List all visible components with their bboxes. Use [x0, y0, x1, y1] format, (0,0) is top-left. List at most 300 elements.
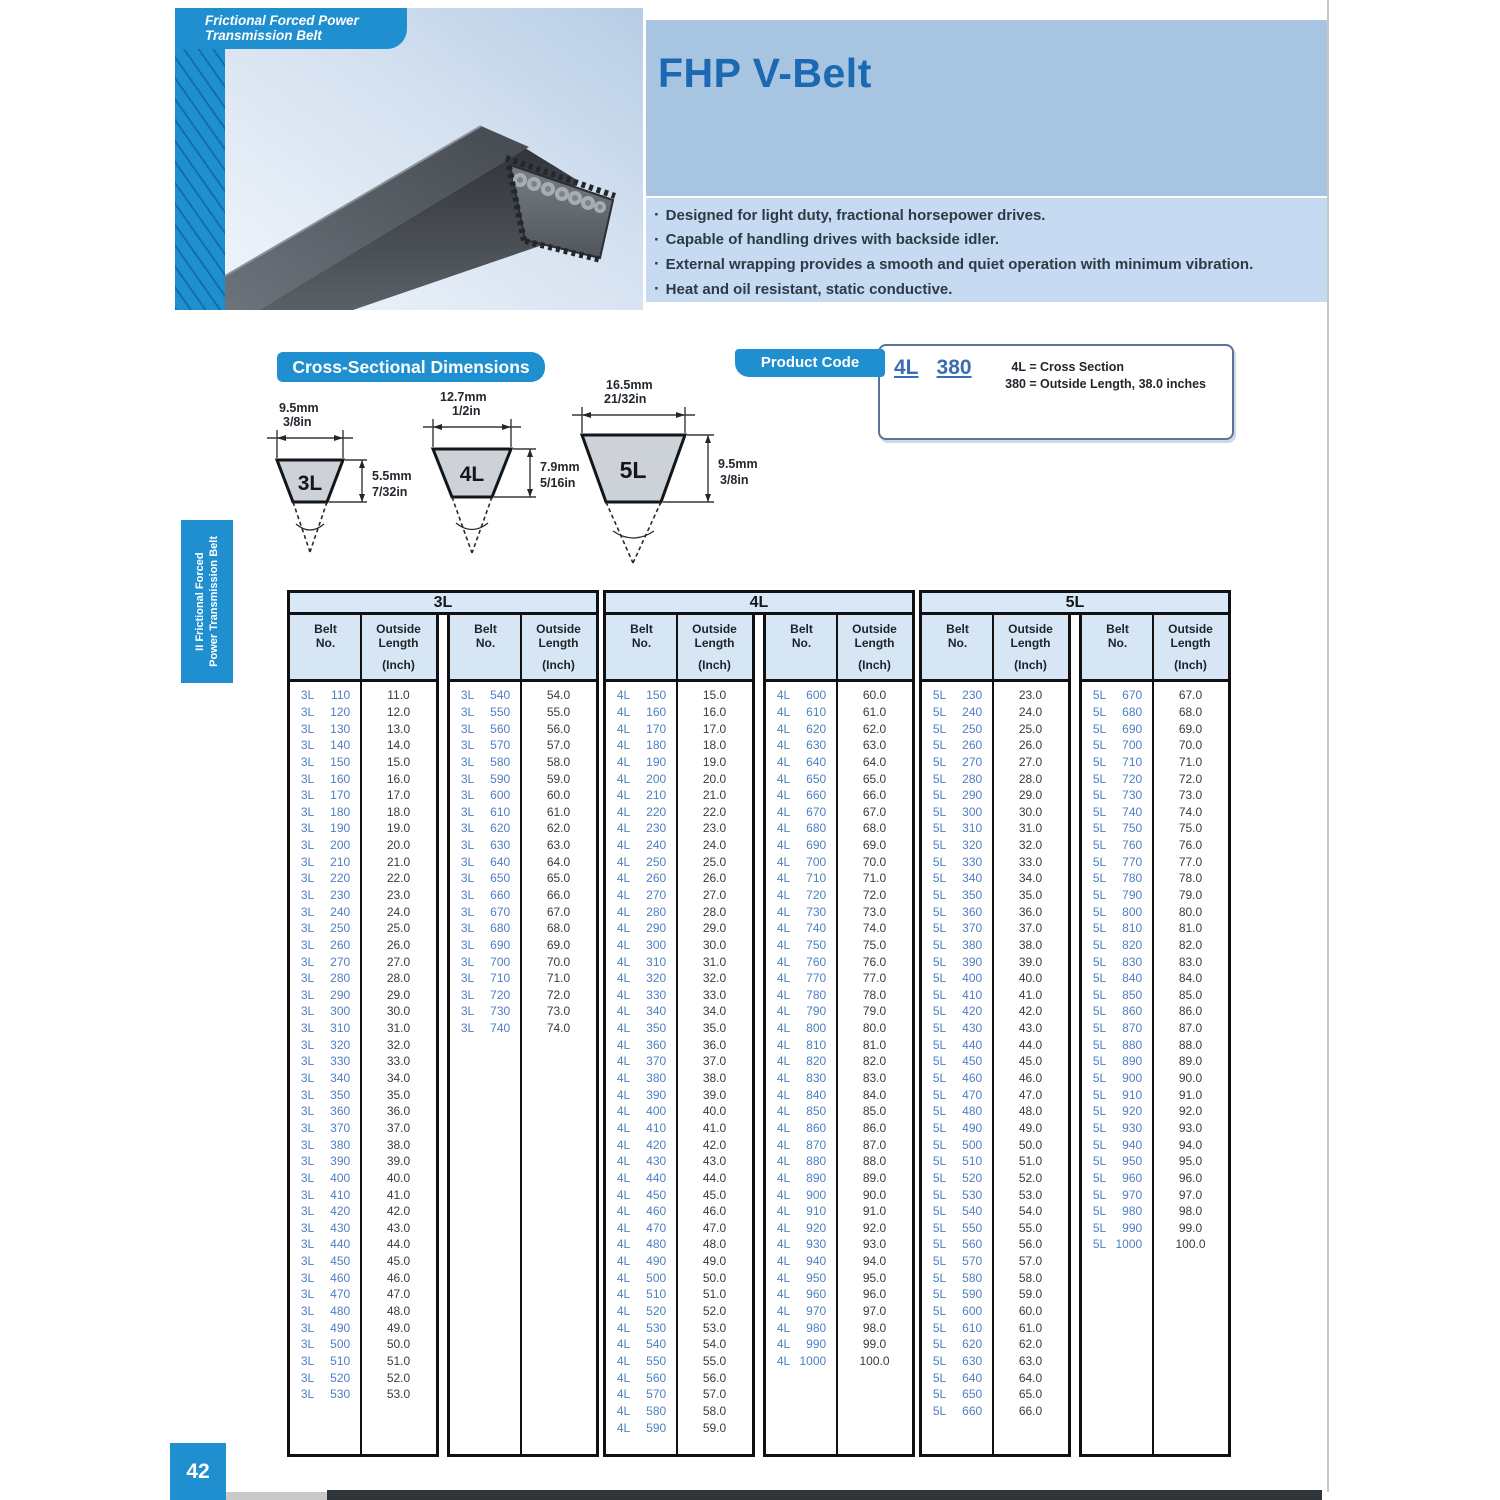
belt-no-cell: 5L 730 [1092, 788, 1143, 803]
table-row [922, 937, 1068, 954]
length-cell: 80.0 [1178, 904, 1203, 919]
table-row [450, 803, 596, 820]
table-row [290, 1303, 436, 1320]
length-cell: 84.0 [1178, 971, 1203, 986]
bullet-icon: · [654, 254, 660, 274]
belt-no-header [606, 615, 677, 679]
belt-no-cell: 5L 630 [932, 1353, 983, 1368]
legend-row [996, 360, 1206, 374]
length-cell: 73.0 [862, 904, 887, 919]
belt-no-cell: 3L 620 [460, 821, 511, 836]
table-row [1082, 987, 1228, 1004]
table-row [290, 953, 436, 970]
feature-item [654, 203, 1327, 228]
belt-no-cell: 4L 390 [616, 1087, 667, 1102]
length-cell: 92.0 [1178, 1104, 1203, 1119]
footer-dark-bar [327, 1490, 1322, 1500]
table-row [1082, 704, 1228, 721]
header-line: No. [315, 635, 336, 650]
table-row [922, 1403, 1068, 1420]
length-cell: 88.0 [862, 1154, 887, 1169]
table-row [766, 1136, 912, 1153]
belt-no-cell: 4L 650 [776, 771, 827, 786]
feature-text: Heat and oil resistant, static conductive. [665, 280, 953, 298]
table-row [1082, 803, 1228, 820]
length-cell: 28.0 [1018, 771, 1043, 786]
length-cell: 79.0 [862, 1004, 887, 1019]
length-cell: 42.0 [702, 1137, 727, 1152]
belt-no-cell: 5L 330 [932, 854, 983, 869]
header-line: Belt [630, 622, 653, 636]
belt-no-cell: 3L 510 [300, 1353, 351, 1368]
table-row [606, 1186, 752, 1203]
belt-no-cell: 3L 230 [300, 888, 351, 902]
length-cell: 11.0 [387, 688, 410, 703]
length-cell: 67.0 [862, 804, 887, 819]
length-cell: 27.0 [386, 954, 411, 969]
table-section-4l [603, 590, 915, 1457]
length-cell: 13.0 [386, 721, 411, 736]
header-line: Outside [1168, 622, 1213, 636]
belt-no-cell: 4L 660 [776, 788, 827, 803]
belt-subtable [287, 612, 439, 1457]
table-row [1082, 853, 1228, 870]
length-cell: 51.0 [386, 1353, 411, 1368]
length-cell: 27.0 [1018, 754, 1043, 769]
table-row [606, 1170, 752, 1187]
belt-subtable [603, 612, 755, 1457]
length-cell: 56.0 [702, 1370, 727, 1385]
belt-no-cell: 4L 780 [776, 987, 827, 1002]
belt-no-cell: 4L 600 [776, 688, 827, 703]
length-cell: 59.0 [702, 1420, 727, 1435]
belt-no-cell: 4L 490 [616, 1254, 667, 1269]
belt-no-cell: 5L 710 [1092, 754, 1143, 769]
belt-no-cell: 3L 640 [460, 854, 511, 869]
table-row [606, 1120, 752, 1137]
belt-subtable [447, 612, 599, 1457]
belt-no-cell: 4L 210 [616, 788, 667, 803]
length-cell: 24.0 [1018, 704, 1043, 719]
table-row [290, 754, 436, 771]
length-cell: 83.0 [1178, 954, 1203, 969]
length-cell: 15.0 [702, 688, 727, 703]
column-divider [836, 615, 838, 1454]
table-row [290, 837, 436, 854]
belt-no-cell: 3L 280 [300, 971, 351, 986]
table-row [450, 704, 596, 721]
belt-no-cell: 3L 730 [460, 1004, 511, 1019]
belt-no-cell: 4L 930 [776, 1237, 827, 1252]
length-cell: 98.0 [1178, 1204, 1203, 1219]
length-cell: 38.0 [1018, 937, 1043, 952]
belt-no-cell: 3L 490 [300, 1320, 351, 1335]
table-row [922, 770, 1068, 787]
cross-section-diagram-5l [568, 373, 773, 585]
belt-no-cell: 5L 610 [932, 1320, 983, 1335]
table-row [606, 887, 752, 904]
belt-rows [766, 682, 912, 1369]
belt-rows [290, 682, 436, 1403]
table-row [922, 1020, 1068, 1037]
header-line: Length [854, 635, 895, 650]
table-row [290, 1220, 436, 1237]
column-divider [676, 615, 678, 1454]
table-row [922, 1386, 1068, 1403]
belt-no-cell: 4L 460 [616, 1204, 667, 1219]
table-row [922, 1336, 1068, 1353]
belt-no-cell: 3L 470 [300, 1287, 351, 1302]
table-row [922, 1319, 1068, 1336]
column-divider [360, 615, 362, 1454]
table-row [766, 870, 912, 887]
length-cell: 59.0 [1018, 1287, 1043, 1302]
length-cell: 37.0 [386, 1120, 411, 1135]
outside-length-header [1153, 615, 1228, 679]
belt-no-cell: 5L 1000 [1092, 1237, 1143, 1252]
belt-no-cell: 3L 550 [460, 704, 511, 719]
length-cell: 18.0 [702, 738, 727, 753]
table-row [922, 720, 1068, 737]
length-cell: 32.0 [1018, 838, 1043, 853]
belt-no-cell: 3L 710 [460, 971, 511, 986]
belt-no-cell: 3L 520 [300, 1370, 351, 1385]
belt-no-cell: 3L 180 [300, 804, 351, 819]
belt-no-cell: 4L 910 [776, 1204, 827, 1219]
belt-no-cell: 3L 370 [300, 1120, 351, 1135]
belt-no-cell: 4L 380 [616, 1071, 667, 1086]
table-row [922, 1286, 1068, 1303]
belt-no-cell: 4L 330 [616, 987, 667, 1002]
width-label-mm: 9.5mm [279, 401, 319, 415]
length-cell: 34.0 [1018, 871, 1043, 886]
belt-no-cell: 4L 710 [776, 871, 827, 886]
belt-no-cell: 5L 230 [932, 688, 983, 703]
length-cell: 46.0 [702, 1204, 727, 1219]
length-cell: 22.0 [702, 804, 727, 819]
table-row [290, 1103, 436, 1120]
length-cell: 44.0 [386, 1237, 411, 1252]
length-cell: 86.0 [862, 1120, 887, 1135]
length-cell: 26.0 [1018, 738, 1043, 753]
length-cell: 26.0 [702, 871, 727, 886]
length-cell: 85.0 [862, 1104, 887, 1119]
length-cell: 34.0 [386, 1071, 411, 1086]
table-row [922, 1070, 1068, 1087]
unit-label: (Inch) [1174, 658, 1207, 672]
length-cell: 62.0 [546, 821, 571, 836]
length-cell: 57.0 [702, 1387, 727, 1402]
table-row [922, 1269, 1068, 1286]
table-row [290, 1353, 436, 1370]
cross-section-diagram-4l [412, 383, 592, 581]
table-row [922, 1303, 1068, 1320]
table-row [1082, 887, 1228, 904]
belt-no-cell: 3L 140 [300, 738, 351, 753]
length-cell: 41.0 [1018, 987, 1043, 1002]
table-row [606, 704, 752, 721]
side-tab-line2: Power Transmission Belt [208, 536, 220, 667]
length-cell: 87.0 [862, 1137, 887, 1152]
length-cell: 68.0 [1178, 704, 1203, 719]
belt-no-cell: 5L 810 [1092, 921, 1143, 936]
length-cell: 25.0 [1018, 721, 1043, 736]
table-row [766, 1186, 912, 1203]
length-cell: 61.0 [546, 804, 571, 819]
table-row [922, 1086, 1068, 1103]
length-cell: 23.0 [702, 821, 727, 836]
length-cell: 46.0 [386, 1270, 411, 1285]
belt-no-cell: 5L 770 [1092, 854, 1143, 869]
belt-no-cell: 4L 810 [776, 1037, 827, 1052]
width-label-mm: 16.5mm [606, 378, 653, 392]
belt-no-cell: 4L 250 [616, 854, 667, 869]
length-cell: 52.0 [386, 1370, 411, 1385]
length-cell: 27.0 [702, 888, 727, 902]
table-row [922, 1120, 1068, 1137]
belt-no-header [922, 615, 993, 679]
belt-no-cell: 5L 640 [932, 1370, 983, 1385]
table-row [1082, 1220, 1228, 1237]
belt-no-cell: 3L 480 [300, 1304, 351, 1319]
unit-label: (Inch) [382, 658, 415, 672]
belt-no-cell: 4L 900 [776, 1187, 827, 1202]
length-cell: 48.0 [702, 1237, 727, 1252]
table-row [606, 1419, 752, 1436]
table-row [922, 1220, 1068, 1237]
side-tab-line1: II Frictional Forced [194, 552, 206, 651]
table-row [1082, 1170, 1228, 1187]
belt-no-cell: 5L 750 [1092, 821, 1143, 836]
table-row [922, 803, 1068, 820]
length-cell: 25.0 [386, 921, 411, 936]
length-cell: 43.0 [702, 1154, 727, 1169]
belt-no-cell: 5L 550 [932, 1220, 983, 1235]
belt-no-cell: 5L 850 [1092, 987, 1143, 1002]
page-edge-line [1327, 0, 1329, 1492]
table-row [606, 1353, 752, 1370]
table-row [1082, 1120, 1228, 1137]
belt-no-cell: 5L 690 [1092, 721, 1143, 736]
table-row [290, 937, 436, 954]
table-row [1082, 920, 1228, 937]
table-row [1082, 770, 1228, 787]
table-row [290, 1269, 436, 1286]
belt-no-cell: 5L 620 [932, 1337, 983, 1352]
length-cell: 90.0 [1178, 1071, 1203, 1086]
belt-no-cell: 4L 530 [616, 1320, 667, 1335]
belt-no-cell: 5L 520 [932, 1170, 983, 1185]
table-row [606, 1336, 752, 1353]
table-row [1082, 820, 1228, 837]
v-belt-photo [225, 8, 643, 310]
length-cell: 41.0 [386, 1187, 411, 1202]
header-line: No. [1107, 635, 1128, 650]
length-cell: 67.0 [546, 904, 571, 919]
table-row [766, 1036, 912, 1053]
belt-no-cell: 4L 820 [776, 1054, 827, 1069]
unit-label: (Inch) [858, 658, 891, 672]
belt-no-header [290, 615, 361, 679]
length-cell: 36.0 [386, 1104, 411, 1119]
page-title: FHP V-Belt [658, 50, 872, 96]
belt-no-cell: 4L 240 [616, 838, 667, 853]
table-row [606, 1369, 752, 1386]
table-row [766, 1020, 912, 1037]
legend-row [996, 377, 1206, 391]
table-row [922, 1153, 1068, 1170]
belt-no-cell: 5L 780 [1092, 871, 1143, 886]
header-line: Outside [852, 622, 897, 636]
table-row [450, 770, 596, 787]
belt-no-cell: 5L 760 [1092, 838, 1143, 853]
cross-section-diagram-3l [255, 392, 425, 577]
belt-subtable [1079, 612, 1231, 1457]
table-row [766, 1086, 912, 1103]
table-row [1082, 970, 1228, 987]
bullet-icon: · [654, 205, 660, 225]
length-cell: 80.0 [862, 1021, 887, 1036]
length-cell: 28.0 [702, 904, 727, 919]
length-cell: 45.0 [1018, 1054, 1043, 1069]
length-cell: 78.0 [1178, 871, 1203, 886]
length-cell: 44.0 [1018, 1037, 1043, 1052]
belt-no-cell: 5L 920 [1092, 1104, 1143, 1119]
table-row [766, 803, 912, 820]
length-cell: 91.0 [862, 1204, 887, 1219]
table-row [922, 953, 1068, 970]
table-row [606, 1203, 752, 1220]
table-row [922, 1236, 1068, 1253]
table-row [766, 920, 912, 937]
belt-no-cell: 4L 1000 [776, 1353, 827, 1368]
table-row [606, 853, 752, 870]
table-row [922, 1170, 1068, 1187]
belt-no-cell: 5L 300 [932, 804, 983, 819]
length-cell: 59.0 [546, 771, 571, 786]
length-cell: 68.0 [862, 821, 887, 836]
length-cell: 70.0 [1178, 738, 1203, 753]
table-row [922, 687, 1068, 704]
belt-rows [450, 682, 596, 1036]
table-row [922, 920, 1068, 937]
length-cell: 58.0 [1018, 1270, 1043, 1285]
belt-no-cell: 3L 170 [300, 788, 351, 803]
legend-key: 4L [1011, 360, 1026, 374]
length-cell: 70.0 [546, 954, 571, 969]
profile-label: 4L [459, 463, 485, 486]
table-row [922, 1003, 1068, 1020]
table-row [450, 987, 596, 1004]
length-cell: 26.0 [386, 937, 411, 952]
length-cell: 55.0 [702, 1353, 727, 1368]
length-cell: 29.0 [1018, 788, 1043, 803]
table-row [1082, 754, 1228, 771]
table-row [606, 920, 752, 937]
belt-no-cell: 3L 360 [300, 1104, 351, 1119]
section-columns [287, 612, 599, 1457]
belt-no-cell: 4L 230 [616, 821, 667, 836]
belt-no-cell: 3L 390 [300, 1154, 351, 1169]
belt-no-cell: 5L 930 [1092, 1120, 1143, 1135]
length-cell: 50.0 [702, 1270, 727, 1285]
belt-no-cell: 5L 800 [1092, 904, 1143, 919]
length-cell: 45.0 [702, 1187, 727, 1202]
table-row [1082, 1103, 1228, 1120]
table-row [922, 903, 1068, 920]
length-cell: 97.0 [862, 1304, 887, 1319]
length-cell: 82.0 [862, 1054, 887, 1069]
table-row [450, 720, 596, 737]
subtable-header [922, 615, 1068, 682]
length-cell: 39.0 [1018, 954, 1043, 969]
belt-no-cell: 3L 460 [300, 1270, 351, 1285]
belt-no-cell: 5L 670 [1092, 688, 1143, 703]
table-row [450, 820, 596, 837]
table-row [290, 1386, 436, 1403]
belt-no-cell: 4L 400 [616, 1104, 667, 1119]
table-row [922, 870, 1068, 887]
length-cell: 54.0 [1018, 1204, 1043, 1219]
belt-no-cell: 4L 740 [776, 921, 827, 936]
table-row [1082, 1053, 1228, 1070]
length-cell: 52.0 [1018, 1170, 1043, 1185]
belt-no-cell: 5L 420 [932, 1004, 983, 1019]
length-cell: 23.0 [1018, 688, 1043, 703]
table-row [766, 1303, 912, 1320]
belt-no-cell: 3L 190 [300, 821, 351, 836]
belt-no-cell: 5L 480 [932, 1104, 983, 1119]
length-cell: 49.0 [386, 1320, 411, 1335]
belt-no-cell: 5L 560 [932, 1237, 983, 1252]
belt-no-cell: 4L 200 [616, 771, 667, 786]
belt-no-cell: 4L 830 [776, 1071, 827, 1086]
length-cell: 62.0 [1018, 1337, 1043, 1352]
header-line: Outside [692, 622, 737, 636]
length-cell: 96.0 [862, 1287, 887, 1302]
table-row [766, 720, 912, 737]
length-cell: 31.0 [386, 1021, 411, 1036]
length-cell: 55.0 [546, 704, 571, 719]
belt-no-cell: 3L 660 [460, 888, 511, 902]
table-row [290, 770, 436, 787]
table-row [922, 754, 1068, 771]
table-row [606, 1003, 752, 1020]
belt-no-cell: 3L 400 [300, 1170, 351, 1185]
table-row [290, 704, 436, 721]
length-cell: 53.0 [386, 1387, 411, 1402]
length-cell: 63.0 [546, 838, 571, 853]
length-cell: 77.0 [862, 971, 887, 986]
header-line: Length [538, 635, 579, 650]
table-row [1082, 1236, 1228, 1253]
width-label-in: 3/8in [283, 415, 312, 429]
table-row [1082, 937, 1228, 954]
belt-no-cell: 3L 450 [300, 1254, 351, 1269]
belt-no-cell: 3L 270 [300, 954, 351, 969]
column-divider [520, 615, 522, 1454]
table-row [606, 1070, 752, 1087]
table-row [290, 887, 436, 904]
table-row [766, 970, 912, 987]
table-row [290, 920, 436, 937]
belt-no-header [450, 615, 521, 679]
belt-no-cell: 3L 260 [300, 937, 351, 952]
length-cell: 31.0 [1018, 821, 1043, 836]
belt-no-cell: 5L 980 [1092, 1204, 1143, 1219]
length-cell: 30.0 [702, 937, 727, 952]
table-row [922, 704, 1068, 721]
